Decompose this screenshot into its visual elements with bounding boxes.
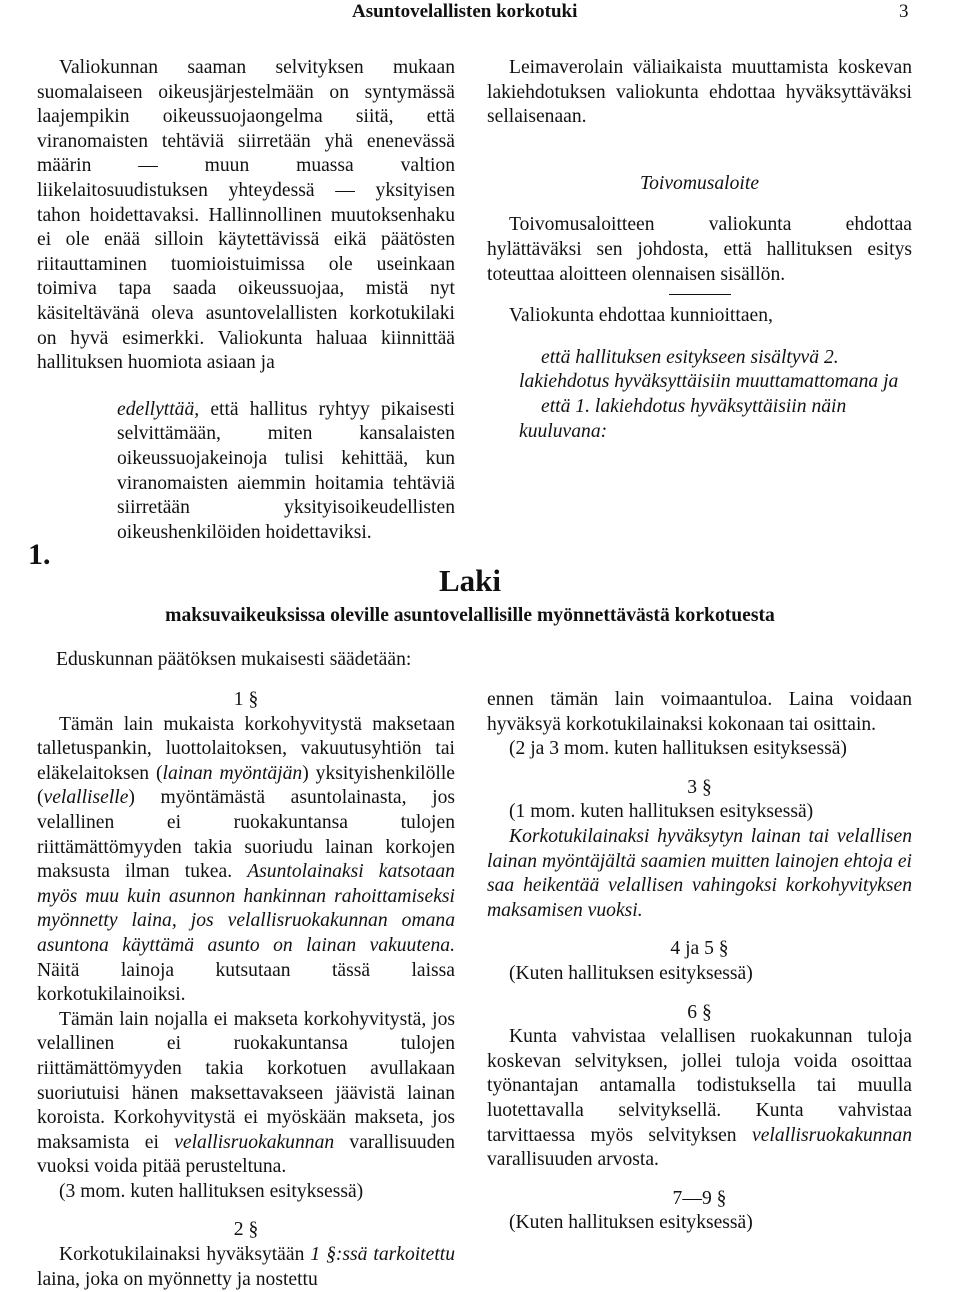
proposal-item-1: että hallituksen esitykseen sisältyvä 2. lakiehdotus hyväksyttäisiin muuttamattomana ja	[519, 346, 899, 393]
section-4-5-paragraph: (Kuten hallituksen esityksessä)	[509, 962, 753, 984]
text-run: varallisuuden vuoksi voida pitää perusteltuna.	[37, 1131, 455, 1178]
section-2-paragraph-1	[37, 1243, 455, 1292]
text-run-italic: lainan myöntäjän	[162, 762, 303, 784]
section-3-paragraph-2: Korkotukilainaksi hyväksytyn lainan tai velallisen lainan myöntäjältä saamien muitten lainojen ehtoja ei saa heikentää velallisen vahingoksi korkohyvityksen maksamisen vuoksi.	[487, 825, 912, 921]
text-run: laina, joka on myönnetty ja nostettu	[37, 1268, 318, 1290]
stamp-duty-paragraph: Leimaverolain väliaikaista muuttamista koskevan lakiehdotuksen valiokunta ehdottaa hyväksyttäväksi sellaisenaan.	[487, 57, 912, 128]
text-run: ) myöntämästä asuntolainasta, jos velallinen ei ruokakuntansa tulojen riittämättömyyden takia suoriudu lainan korkojen maksusta ilman tukea.	[37, 787, 455, 883]
section-3-paragraph-1: (1 mom. kuten hallituksen esityksessä)	[509, 801, 814, 823]
requirement-text: että hallitus ryhtyy pikaisesti selvittämään, miten kansalaisten oikeussuojakeinoja tulisi kehittää, kun viranomaisten aiemmin hoitamia tehtäviä siirretään yksityisoikeudellisten oikeushenkilöiden hoidettaviksi.	[117, 398, 455, 543]
upper-right-column	[487, 56, 912, 444]
running-header-title: Asuntovelallisten korkotuki	[352, 1, 578, 22]
proposal-item-2: että 1. lakiehdotus hyväksyttäisiin näin kuuluvana:	[519, 395, 847, 442]
text-run: Näitä lainoja kutsutaan tässä laissa korkotukilainoiksi.	[37, 959, 455, 1006]
motion-heading: Toivomusaloite	[639, 172, 760, 194]
motion-paragraph: Toivomusaloitteen valiokunta ehdottaa hylättäväksi sen johdosta, että hallituksen esitys toteuttaa aloitteen olennaisen sisällön.	[487, 214, 912, 285]
enactment-clause: Eduskunnan päätöksen mukaisesti säädetään:	[56, 649, 412, 670]
text-run-italic: velalliselle	[43, 787, 129, 809]
law-subtitle: maksuvaikeuksissa oleville asuntovelallisille myönnettävästä korkotuesta	[165, 605, 775, 626]
text-run: varallisuuden arvosta.	[487, 1149, 659, 1171]
divider	[669, 294, 731, 295]
text-run-italic: velallisruokakunnan	[174, 1131, 335, 1153]
committee-findings-paragraph: Valiokunnan saaman selvityksen mukaan suomalaiseen oikeusjärjestelmään on syntymässä laajempikin oikeussuojaongelma siitä, että viranomaisten tehtäviä siirretään yhä enenevässä määrin — muun muassa valtion liikelaitosuudistuksen yhteydessä — yksityisen tahon hoidettavaksi. Hallinnollinen muutoksenhaku ei ole enää silloin käytettävissä eikä päätösten riitauttaminen tuomioistuimissa ole useinkaan toimiva tapa saada oikeussuojaa, mistä nyt käsiteltävänä oleva asuntovelallisten korkotukilaki on hyvä esimerkki. Valiokunta haluaa kiinnittää hallituksen huomiota asiaan ja	[37, 57, 455, 374]
section-4-5-heading: 4 ja 5 §	[670, 938, 729, 960]
law-title: Laki	[438, 563, 502, 598]
section-2-paragraph-2: (2 ja 3 mom. kuten hallituksen esityksessä)	[509, 738, 847, 760]
proposal-list	[487, 346, 912, 444]
section-1-paragraph-1	[37, 713, 455, 1008]
section-3-heading: 3 §	[687, 776, 712, 798]
section-1-paragraph-2	[37, 1008, 455, 1180]
text-run: Tämän lain mukaista korkohyvitystä maksetaan talletuspankin, luottolaitoksen, vakuutusyhtiön tai eläkelaitoksen (	[37, 713, 455, 784]
section-6-paragraph	[487, 1025, 912, 1173]
text-run-italic: 1 §:ssä tarkoitettu	[310, 1244, 456, 1266]
requirement-keyword: edellyttää,	[117, 398, 200, 420]
lower-right-column	[487, 688, 912, 1236]
text-run-italic: velallisruokakunnan	[752, 1124, 912, 1146]
section-2-heading: 2 §	[233, 1219, 259, 1241]
lower-left-column	[37, 688, 455, 1292]
section-7-9-heading: 7—9 §	[672, 1187, 727, 1209]
section-1-paragraph-3: (3 mom. kuten hallituksen esityksessä)	[59, 1180, 364, 1202]
proposal-intro: Valiokunta ehdottaa kunnioittaen,	[509, 305, 773, 327]
committee-requirement	[37, 398, 455, 546]
text-run-italic: Asuntolainaksi katsotaan myös muu kuin asunnon hankinnan rahoittamiseksi myönnetty laina, jos velallisruokakunnan omana asuntona käyttämä asunto on lainan vakuutena.	[37, 861, 455, 956]
text-run: Korkotukilainaksi hyväksytään	[59, 1244, 311, 1266]
upper-left-column	[37, 56, 455, 545]
section-7-9-paragraph: (Kuten hallituksen esityksessä)	[509, 1212, 753, 1234]
section-6-heading: 6 §	[687, 1001, 712, 1023]
page-number: 3	[899, 1, 909, 22]
section-2-continuation: ennen tämän lain voimaantuloa. Laina voidaan hyväksyä korkotukilainaksi kokonaan tai osittain.	[487, 689, 912, 735]
text-run: ) yksityishenkilölle (	[37, 762, 455, 809]
text-run: Tämän lain nojalla ei makseta korkohyvitystä, jos velallinen ei ruokakuntansa tulojen riittämättömyyden takia korkotuen avullakaan suoriutuisi hänen maksettavakseen jäävistä lainan koroista. Korkohyvitystä ei myöskään makseta, jos maksamista ei	[37, 1008, 455, 1153]
section-1-heading: 1 §	[233, 689, 259, 710]
law-number: 1.	[28, 538, 51, 571]
text-run: Kunta vahvistaa velallisen ruokakunnan tuloja koskevan selvityksen, jollei tuloja voida osoittaa työnantajan antamalla todistuksella tai muulla luotettavalla selvityksellä. Kunta vahvistaa tarvittaessa myös selvityksen	[487, 1026, 912, 1146]
